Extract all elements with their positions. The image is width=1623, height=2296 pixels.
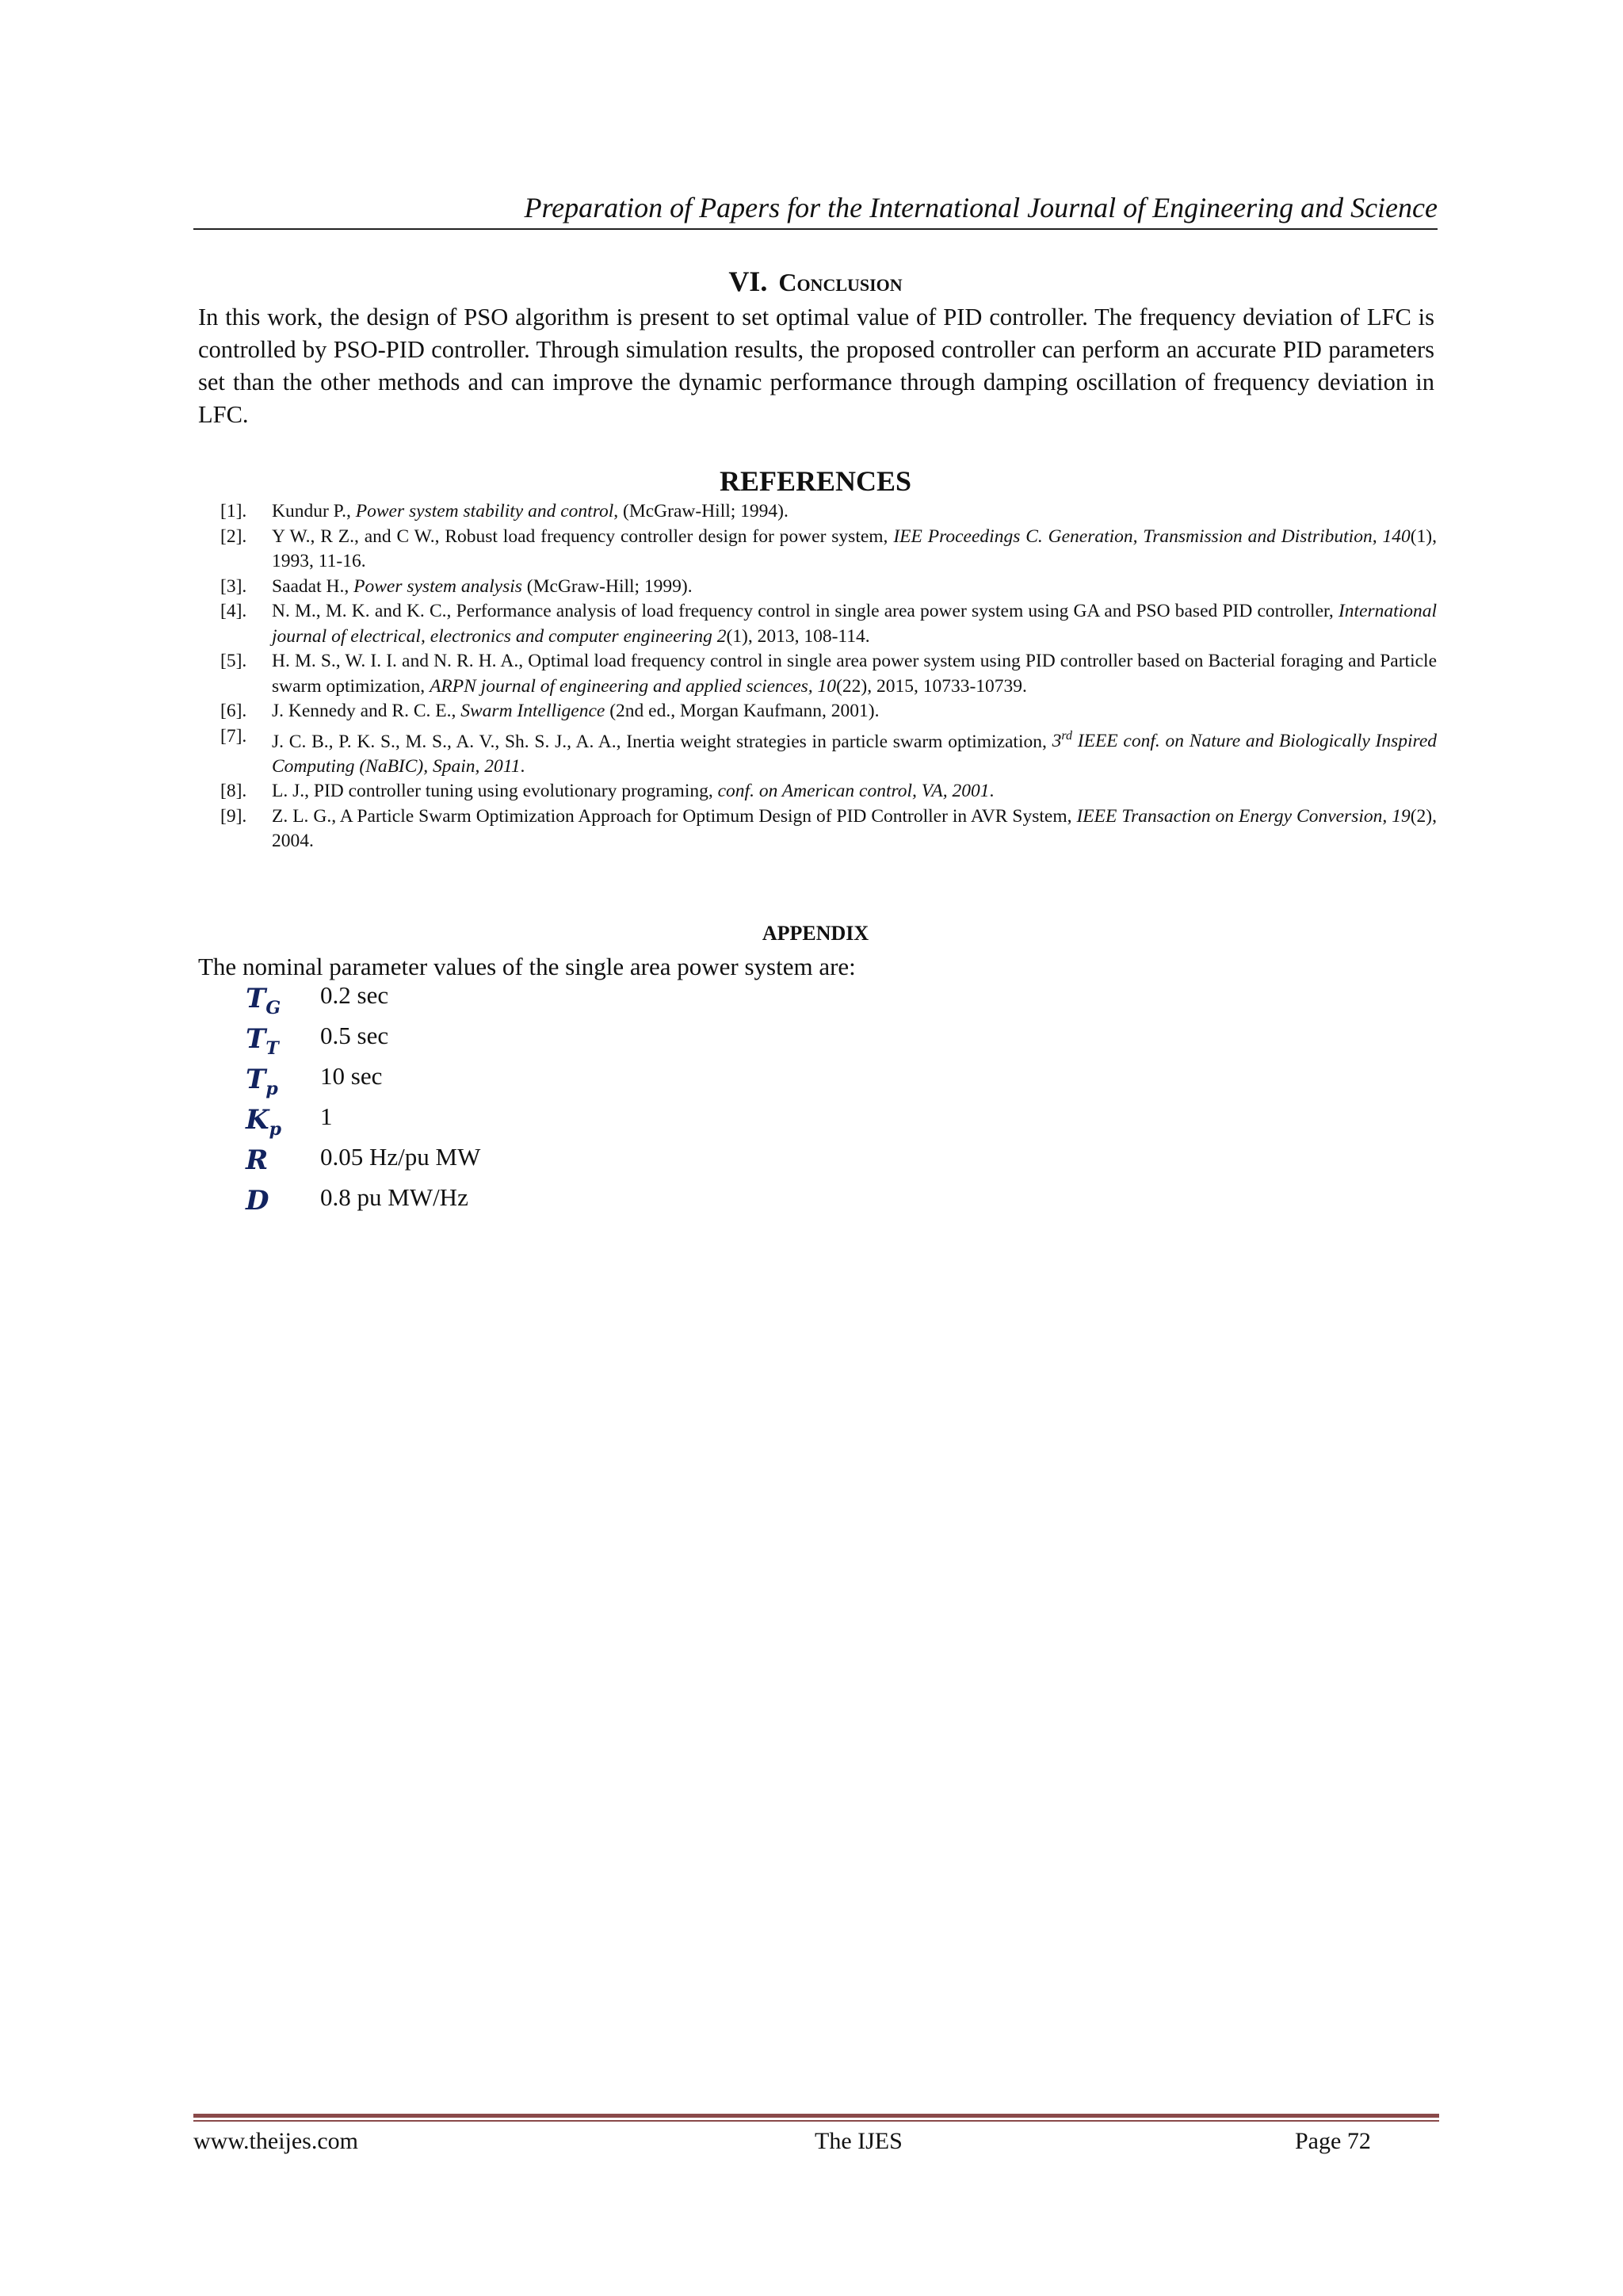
appendix-heading: APPENDIX (762, 922, 869, 945)
references-heading: REFERENCES (719, 465, 912, 497)
footer-rule-thick (193, 2114, 1439, 2118)
reference-item: [8]. L. J., PID controller tuning using evolutionary programing, conf. on American control, VA, 2001. (220, 781, 995, 802)
appendix-intro: The nominal parameter values of the single area power system are: (198, 953, 856, 980)
parameter-value: 0.2 sec (320, 981, 389, 1009)
parameter-symbol: $T_G$ (246, 983, 281, 1018)
parameter-value: 1 (320, 1102, 333, 1130)
parameter-symbol: $K_p$ (246, 1104, 281, 1140)
header-rule (193, 228, 1438, 230)
running-header: Preparation of Papers for the International Journal of Engineering and Science (524, 192, 1438, 223)
parameter-value: 10 sec (320, 1062, 383, 1090)
reference-item: [4]. N. M., M. K. and K. C., Performance analysis of load frequency control in single area power system using GA and PSO based PID controller, International journal of electrical, electronics and computer engineering 2(1), 2013, 108-114. (220, 601, 1437, 647)
section-heading-conclusion (193, 265, 1438, 298)
parameter-symbol: $T_p$ (246, 1064, 278, 1099)
reference-item: [6]. J. Kennedy and R. C. E., Swarm Intelligence (2nd ed., Morgan Kaufmann, 2001). (220, 701, 880, 721)
parameter-symbol: $T_T$ (246, 1023, 279, 1059)
reference-item: [7]. J. C. B., P. K. S., M. S., A. V., Sh. S. J., A. A., Inertia weight strategies in particle swarm optimization, 3rd IEEE conf. on Nature and Biologically Inspired Computing (NaBIC), Spain, 2011. (220, 725, 1438, 777)
parameter-symbol: R (246, 1144, 269, 1176)
reference-item: [1]. Kundur P., Power system stability and control, (McGraw-Hill; 1994). (220, 501, 789, 521)
parameter-symbol: D (246, 1185, 269, 1217)
footer-page-number: Page 72 (1295, 2128, 1371, 2154)
reference-item: [5]. H. M. S., W. I. I. and N. R. H. A., Optimal load frequency control in single area power system using PID controller based on Bacterial foraging and Particle swarm optimization, ARPN journal of engineering and applied sciences, 10(22), 2015, 10733-10739. (220, 651, 1437, 697)
reference-item: [2]. Y W., R Z., and C W., Robust load frequency controller design for power system, IEE Proceedings C. Generation, Transmission and Distribution, 140(1), 1993, 11-16. (220, 525, 1437, 571)
parameter-value: 0.8 pu MW/Hz (320, 1183, 468, 1211)
section-title: Conclusion (778, 268, 903, 296)
reference-list (220, 499, 1437, 854)
footer-website-link[interactable]: www.theijes.com (193, 2128, 359, 2154)
parameter-value: 0.5 sec (320, 1022, 389, 1049)
reference-item: [3]. Saadat H., Power system analysis (McGraw-Hill; 1999). (220, 575, 693, 597)
parameter-value: 0.05 Hz/pu MW (320, 1143, 481, 1171)
conclusion-paragraph: In this work, the design of PSO algorithm is present to set optimal value of PID controller. The frequency deviation of LFC is controlled by PSO-PID controller. Through simulation results, the proposed controller can perform an accurate PID parameters set than the other methods and can improve the dynamic performance through damping oscillation of frequency deviation in LFC. (198, 304, 1434, 428)
reference-item: [9]. Z. L. G., A Particle Swarm Optimization Approach for Optimum Design of PID Controller in AVR System, IEEE Transaction on Energy Conversion, 19(2), 2004. (220, 805, 1437, 852)
footer-journal-name: The IJES (815, 2128, 903, 2154)
section-number: VI. (728, 266, 768, 297)
footer-rule-thin (193, 2120, 1439, 2122)
